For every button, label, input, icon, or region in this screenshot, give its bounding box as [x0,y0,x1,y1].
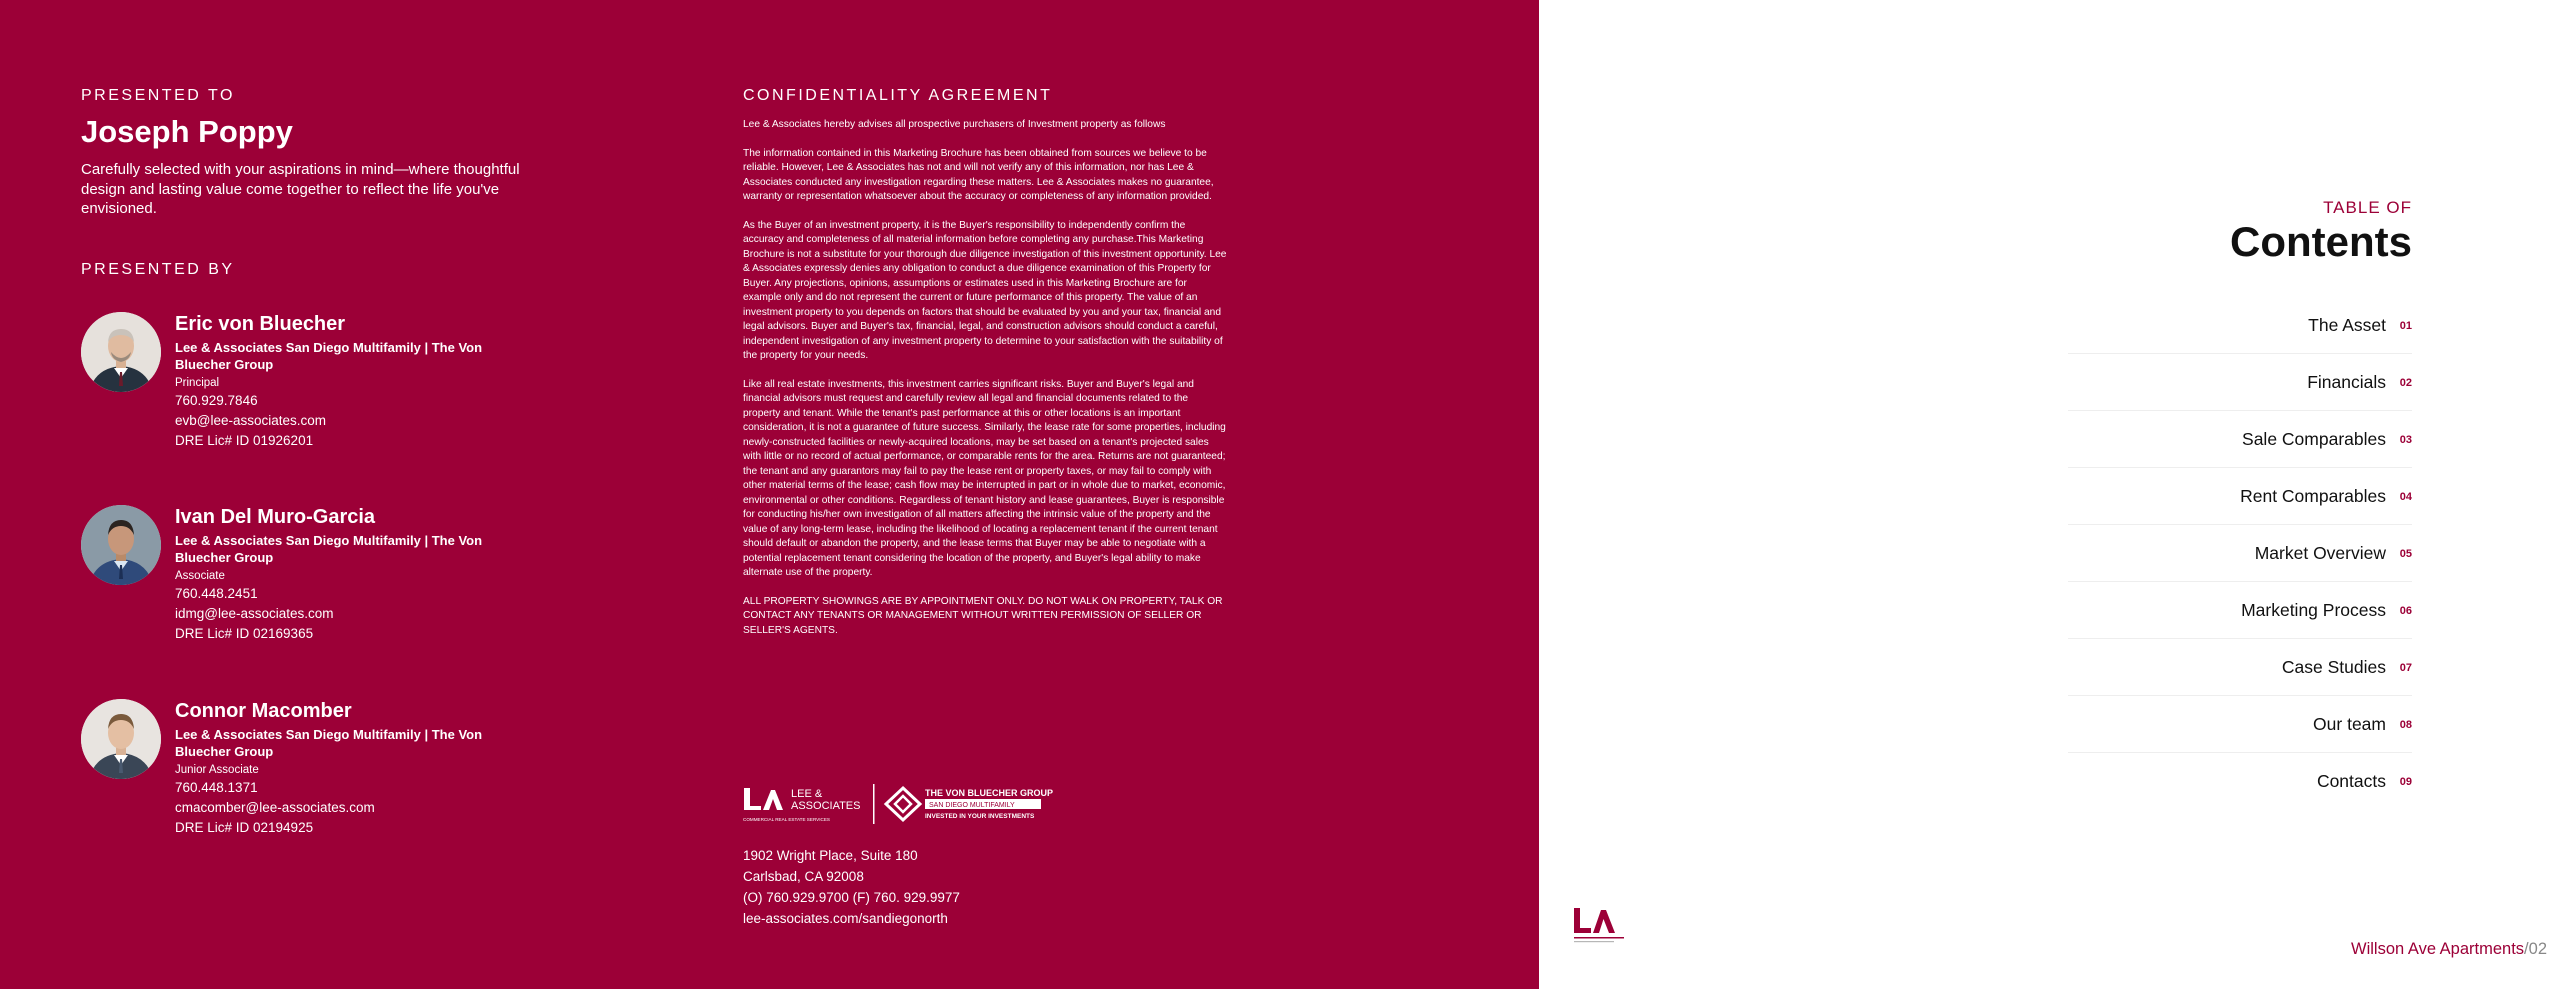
agent-card [81,699,501,835]
agent-company: Lee & Associates San Diego Multifamily | The Von Bluecher Group [175,727,483,759]
confidentiality-body [743,118,1228,652]
toc-number: 06 [2399,604,2412,617]
toc-label: The Asset [2308,315,2386,335]
toc-number: 07 [2399,661,2412,674]
avatar [81,312,161,392]
toc-label: Financials [2307,372,2386,392]
agent-company: Lee & Associates San Diego Multifamily | The Von Bluecher Group [175,533,483,565]
toc-item-case-studies[interactable] [2068,640,2412,696]
vbg-logo-line2: SAN DIEGO MULTIFAMILY [929,802,1015,809]
address-phones: (O) 760.929.9700 (F) 760. 929.9977 [743,890,960,905]
toc-label: Our team [2313,714,2386,734]
agent-company: Lee & Associates San Diego Multifamily | The Von Bluecher Group [175,340,483,372]
toc-label: Contacts [2316,771,2386,791]
toc-item-our-team[interactable] [2068,697,2412,753]
confidentiality-paragraph: Like all real estate investments, this investment carries significant risks. Buyer and Buyer's legal and financial advisors must request and carefully review all legal and financial documents related to the property and tenant. While the tenant's past performance at this or other locations is an important consideration, it is not a guarantee of future success. Similarly, the lease rate for some properties, including newly-constructed facilities or newly-acquired locations, may be set based on a tenant's projected sales with little or no record of actual performance, or comparable rents for the area. Returns are not guaranteed; the tenant and any guarantors may fail to pay the lease rent or property taxes, or may fail to comply with other material terms of the lease; cash flow may be interrupted in part or in whole due to market, economic, environmental or other conditions. Regardless of tenant history and lease guarantees, Buyer is responsible for conducting his/her own investigation of all matters affecting the intrinsic value of the property and the value of any long-term lease, including the likelihood of locating a replacement tenant if the current tenant should default or abandon the property, and the lease terms that Buyer may be able to negotiate with a potential replacement tenant considering the location of the property, and Buyer's legal ability to make alternate use of the property. [743,378,1226,578]
confidentiality-paragraph: Lee & Associates hereby advises all prospective purchasers of Investment property as follows [743,119,1166,130]
toc-number: 02 [2399,376,2412,389]
presented-to-label: PRESENTED TO [81,87,235,104]
toc-eyebrow: TABLE OF [2323,198,2412,217]
vbg-logo-line3: INVESTED IN YOUR INVESTMENTS [925,813,1035,820]
toc-label: Sale Comparables [2242,429,2386,449]
company-logos [743,784,1063,828]
page-number: 02 [2528,940,2547,958]
website-link[interactable]: lee-associates.com/sandiegonorth [743,911,948,926]
vbg-logo-line1: THE VON BLUECHER GROUP [925,788,1054,798]
von-bluecher-logo [886,788,1053,820]
toc-item-marketing-process[interactable] [2068,583,2412,639]
agent-name: Eric von Bluecher [175,313,346,335]
lee-logo-line2: ASSOCIATES [791,800,861,812]
toc-number: 08 [2399,718,2412,731]
address-city: Carlsbad, CA 92008 [743,869,864,884]
agent-card [81,312,501,448]
page-footer [2351,940,2547,959]
agent-email[interactable]: evb@lee-associates.com [175,413,327,428]
tagline: Carefully selected with your aspirations in mind—where thoughtful design and lasting value come together to reflect the life you've envisioned. [81,161,520,217]
agent-title: Principal [175,377,220,389]
confidentiality-title: CONFIDENTIALITY AGREEMENT [743,87,1053,104]
lee-logo-sub: COMMERCIAL REAL ESTATE SERVICES [743,817,830,822]
confidentiality-paragraph: The information contained in this Marketing Brochure has been obtained from sources we believe to be reliable. However, Lee & Associates has not and will not verify any of this information, nor has Lee & Associates conducted any investigation regarding these matters. Lee & Associates makes no guarantee, warranty or representation whatsoever about the accuracy or completeness of any information provided. [743,147,1214,202]
agent-name: Ivan Del Muro-Garcia [175,506,376,528]
agent-license: DRE Lic# ID 01926201 [175,433,314,448]
toc-number: 09 [2399,775,2412,788]
lee-logo-line1: LEE & [791,788,823,800]
agent-card [81,505,501,641]
toc-item-rent-comparables[interactable] [2068,469,2412,525]
address-street: 1902 Wright Place, Suite 180 [743,848,918,863]
toc-label: Market Overview [2254,543,2386,563]
agent-phone[interactable]: 760.448.1371 [175,780,258,795]
toc-title: Contents [2230,218,2412,265]
presented-by-label: PRESENTED BY [81,261,235,278]
toc-label: Marketing Process [2241,600,2386,620]
agent-name: Connor Macomber [175,700,352,722]
avatar [81,699,161,779]
lee-associates-mini-logo [1573,906,1629,946]
toc-number: 01 [2399,319,2412,332]
toc-number: 04 [2399,490,2412,503]
agent-title: Associate [175,570,225,582]
project-name: Willson Ave Apartments [2351,940,2525,958]
agent-license: DRE Lic# ID 02194925 [175,820,314,835]
agent-email[interactable]: idmg@lee-associates.com [175,606,334,621]
confidentiality-paragraph: ALL PROPERTY SHOWINGS ARE BY APPOINTMENT ONLY. DO NOT WALK ON PROPERTY, TALK OR CONTACT ANY TENANTS OR MANAGEMENT WITHOUT WRITTEN PERMISSION OF SELLER OR SELLER'S AGENTS. [743,595,1223,636]
avatar [81,505,161,585]
toc-label: Case Studies [2281,657,2386,677]
agent-email[interactable]: cmacomber@lee-associates.com [175,800,375,815]
toc-item-financials[interactable] [2068,355,2412,411]
agent-license: DRE Lic# ID 02169365 [175,626,314,641]
agent-title: Junior Associate [175,764,259,776]
client-name: Joseph Poppy [81,114,293,149]
toc-item-contacts[interactable] [2068,754,2412,809]
toc-label: Rent Comparables [2240,486,2386,506]
toc-item-the-asset[interactable] [2068,298,2412,354]
agent-phone[interactable]: 760.448.2451 [175,586,258,601]
toc-item-market-overview[interactable] [2068,526,2412,582]
toc-number: 03 [2399,433,2412,446]
table-of-contents [2068,298,2412,810]
toc-number: 05 [2399,547,2412,560]
page-separator: / [2524,940,2529,958]
confidentiality-paragraph: As the Buyer of an investment property, it is the Buyer's responsibility to independently confirm the accuracy and completeness of all material information before completing any purchase.This Marketing Brochure is not a substitute for your thorough due diligence investigation of this investment opportunity. Lee & Associates expressly denies any obligation to conduct a due diligence examination of this Property for Buyer. Any projections, opinions, assumptions or estimates used in this Marketing Brochure are for example only and do not represent the current or future performance of this property. The value of an investment property to you depends on factors that should be evaluated by you and your tax, financial and legal advisors. Buyer and Buyer's tax, financial, legal, and construction advisors should conduct a careful, independent investigation of any investment property to determine to your satisfaction with the suitability of the property for your needs. [743,219,1227,361]
agent-phone[interactable]: 760.929.7846 [175,393,258,408]
lee-associates-logo [743,784,1063,828]
office-address [743,845,960,929]
toc-item-sale-comparables[interactable] [2068,412,2412,468]
